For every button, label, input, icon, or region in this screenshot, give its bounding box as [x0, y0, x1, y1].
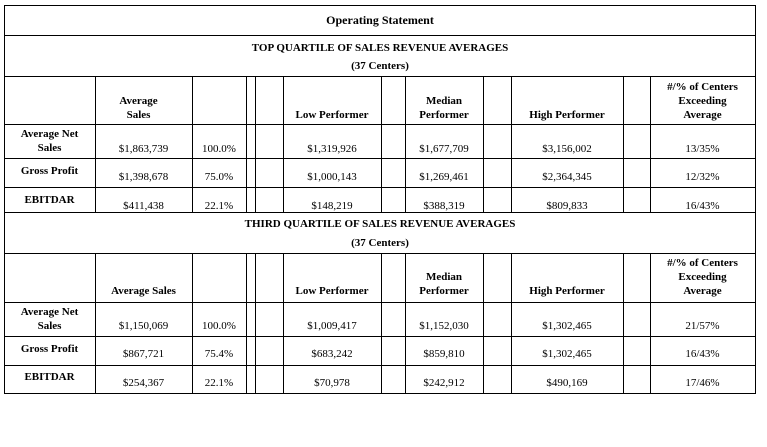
column-header-high-performer: High Performer [529, 285, 605, 297]
column-header-high-performer: High Performer [529, 109, 605, 121]
row-label: EBITDAR [24, 371, 75, 383]
cell-median-performer: $859,810 [423, 348, 465, 360]
column-header-median-performer: Median Performer [419, 95, 469, 121]
cell-average-sales: $254,367 [122, 377, 165, 389]
cell-low-performer: $683,242 [311, 348, 353, 360]
cell-percent: 22.1% [204, 377, 234, 389]
table-border-bottom [4, 393, 756, 394]
cell-average-sales: $867,721 [122, 348, 165, 360]
cell-average-sales: $411,438 [123, 200, 164, 212]
column-header-median-performer: Median Performer [419, 271, 469, 297]
cell-low-performer: $1,319,926 [307, 143, 357, 155]
cell-percent: 75.0% [204, 171, 234, 183]
cell-high-performer: $490,169 [546, 377, 588, 389]
cell-low-performer: $1,000,143 [307, 171, 357, 183]
cell-median-performer: $1,269,461 [419, 171, 469, 183]
row-label: Gross Profit [20, 165, 79, 177]
row-label: EBITDAR [24, 194, 75, 206]
cell-high-performer: $1,302,465 [542, 320, 592, 332]
cell-centers-exceeding: 16/43% [685, 200, 720, 212]
cell-centers-exceeding: 13/35% [685, 143, 720, 155]
cell-percent: 100.0% [202, 143, 236, 155]
cell-high-performer: $1,302,465 [542, 348, 592, 360]
row-label: Gross Profit [20, 343, 79, 355]
cell-median-performer: $1,677,709 [419, 143, 469, 155]
cell-centers-exceeding: 12/32% [685, 171, 720, 183]
column-header-centers-exceeding: #/% of Centers Exceeding Average [667, 257, 738, 297]
cell-percent: 100.0% [202, 320, 236, 332]
section-subtitle-third-quartile: (37 Centers) [351, 237, 409, 249]
cell-centers-exceeding: 21/57% [685, 320, 720, 332]
row-label: Average Net Sales [20, 306, 79, 332]
column-header-low-performer: Low Performer [295, 109, 369, 121]
section-subtitle-top-quartile: (37 Centers) [351, 60, 409, 72]
cell-high-performer: $809,833 [546, 200, 588, 212]
cell-low-performer: $1,009,417 [307, 320, 357, 332]
section-title-top-quartile: TOP QUARTILE OF SALES REVENUE AVERAGES [251, 42, 509, 54]
cell-median-performer: $388,319 [423, 200, 465, 212]
row-label: Average Net Sales [20, 128, 79, 154]
column-header-low-performer: Low Performer [295, 285, 369, 297]
cell-median-performer: $242,912 [423, 377, 465, 389]
table-border-top [4, 5, 756, 6]
cell-low-performer: $70,978 [314, 377, 350, 389]
cell-low-performer: $148,219 [311, 200, 353, 212]
cell-centers-exceeding: 17/46% [685, 377, 720, 389]
document-title: Operating Statement [326, 13, 434, 27]
section-title-third-quartile: THIRD QUARTILE OF SALES REVENUE AVERAGES [244, 218, 516, 230]
cell-high-performer: $2,364,345 [542, 171, 592, 183]
column-header-centers-exceeding: #/% of Centers Exceeding Average [667, 81, 738, 121]
cell-high-performer: $3,156,002 [542, 143, 592, 155]
cell-percent: 75.4% [204, 348, 234, 360]
cell-average-sales: $1,398,678 [118, 171, 169, 183]
column-header-average-sales: Average Sales [119, 95, 158, 121]
cell-average-sales: $1,150,069 [118, 320, 169, 332]
cell-median-performer: $1,152,030 [419, 320, 469, 332]
cell-centers-exceeding: 16/43% [685, 348, 720, 360]
cell-average-sales: $1,863,739 [118, 143, 169, 155]
column-header-average-sales: Average Sales [111, 285, 176, 297]
cell-percent: 22.1% [204, 200, 234, 212]
